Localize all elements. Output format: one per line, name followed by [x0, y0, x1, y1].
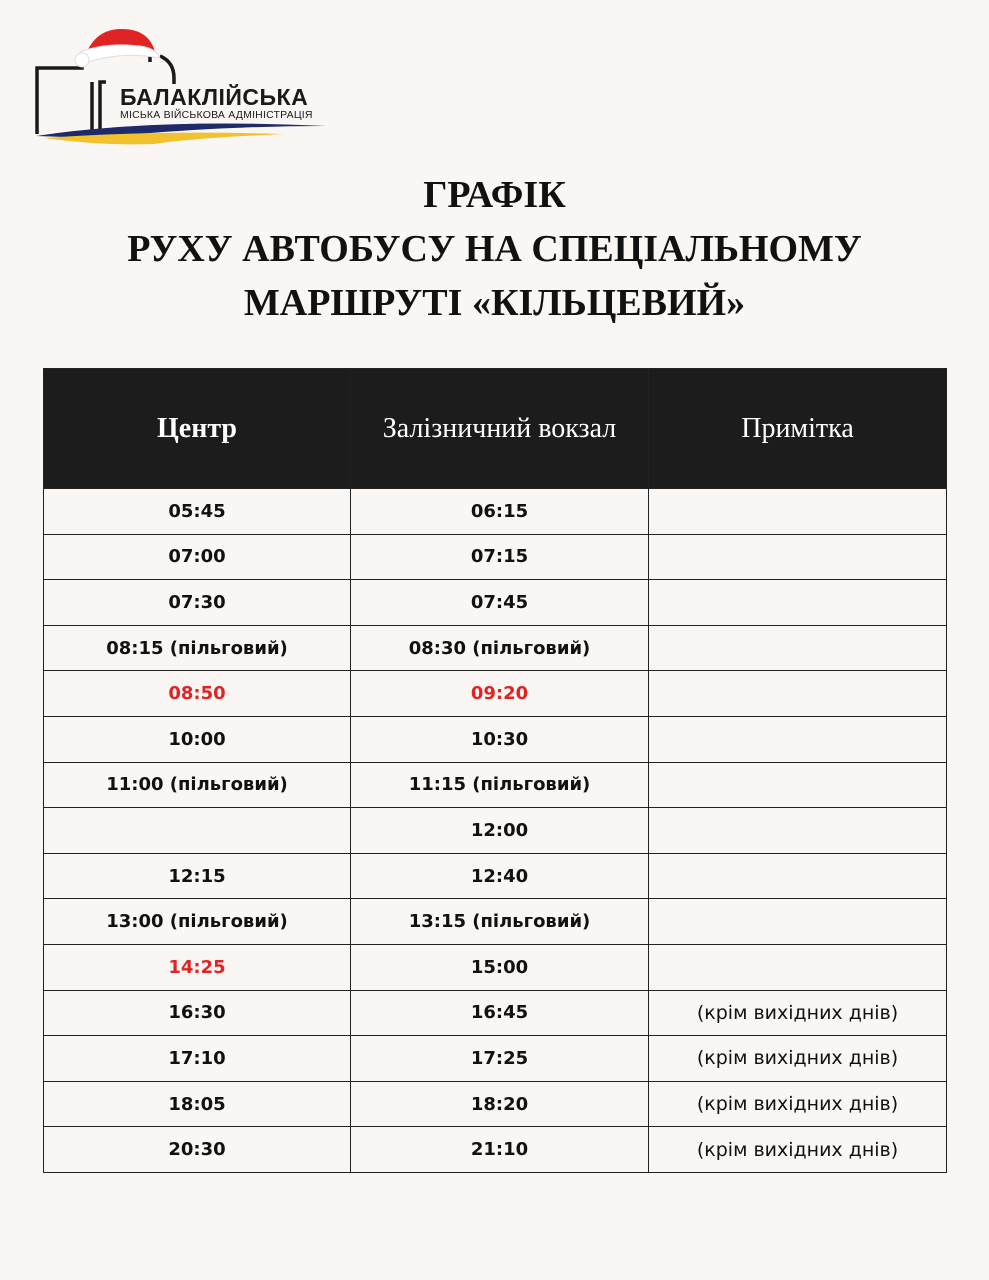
- cell-center: 16:30: [44, 990, 351, 1036]
- table-row: [44, 671, 947, 717]
- cell-station: 16:45: [351, 990, 649, 1036]
- logo: [34, 22, 334, 152]
- page-title: [0, 168, 989, 330]
- cell-note: [649, 671, 947, 717]
- cell-center-highlighted: 14:25: [44, 944, 351, 990]
- cell-note: (крім вихідних днів): [649, 1081, 947, 1127]
- cell-station: 13:15 (пільговий): [351, 899, 649, 945]
- cell-note: [649, 625, 947, 671]
- table-row: [44, 762, 947, 808]
- cell-note: (крім вихідних днів): [649, 990, 947, 1036]
- table-row: [44, 1081, 947, 1127]
- cell-center: 17:10: [44, 1036, 351, 1082]
- cell-station: 07:45: [351, 580, 649, 626]
- cell-note: [649, 853, 947, 899]
- table-row: [44, 534, 947, 580]
- cell-note: [649, 944, 947, 990]
- cell-note: (крім вихідних днів): [649, 1036, 947, 1082]
- cell-note: [649, 534, 947, 580]
- table-header-row: [44, 369, 947, 489]
- cell-center: 08:15 (пільговий): [44, 625, 351, 671]
- cell-station: 06:15: [351, 489, 649, 535]
- cell-note: [649, 580, 947, 626]
- table-row: [44, 1127, 947, 1173]
- table-row: [44, 580, 947, 626]
- table-row: [44, 990, 947, 1036]
- cell-center: 07:30: [44, 580, 351, 626]
- cell-note: [649, 716, 947, 762]
- header-note: Примітка: [649, 369, 947, 489]
- cell-note: (крім вихідних днів): [649, 1127, 947, 1173]
- cell-station: 07:15: [351, 534, 649, 580]
- table-row: [44, 716, 947, 762]
- cell-station: 12:00: [351, 808, 649, 854]
- cell-station: 12:40: [351, 853, 649, 899]
- cell-center: [44, 808, 351, 854]
- cell-center: 13:00 (пільговий): [44, 899, 351, 945]
- cell-station: 21:10: [351, 1127, 649, 1173]
- cell-station: 17:25: [351, 1036, 649, 1082]
- table-row: [44, 853, 947, 899]
- title-line-1: ГРАФІК: [423, 174, 566, 216]
- table-row: [44, 899, 947, 945]
- header-station: Залізничний вокзал: [351, 369, 649, 489]
- cell-note: [649, 899, 947, 945]
- cell-station: 08:30 (пільговий): [351, 625, 649, 671]
- title-line-2: РУХУ АВТОБУСУ НА СПЕЦІАЛЬНОМУ: [127, 228, 862, 270]
- cell-note: [649, 762, 947, 808]
- cell-note: [649, 808, 947, 854]
- table-row: [44, 489, 947, 535]
- cell-center: 20:30: [44, 1127, 351, 1173]
- cell-station: 15:00: [351, 944, 649, 990]
- cell-center: 18:05: [44, 1081, 351, 1127]
- table-row: [44, 944, 947, 990]
- table-row: [44, 1036, 947, 1082]
- table-row: [44, 625, 947, 671]
- header-center: Центр: [44, 369, 351, 489]
- title-line-3: МАРШРУТІ «КІЛЬЦЕВИЙ»: [243, 282, 746, 324]
- logo-subtitle: МІСЬКА ВІЙСЬКОВА АДМІНІСТРАЦІЯ: [120, 109, 313, 121]
- cell-center-highlighted: 08:50: [44, 671, 351, 717]
- cell-center: 12:15: [44, 853, 351, 899]
- cell-center: 10:00: [44, 716, 351, 762]
- cell-note: [649, 489, 947, 535]
- schedule-table: [43, 368, 947, 1173]
- logo-name: БАЛАКЛІЙСЬКА: [120, 84, 309, 110]
- cell-station: 10:30: [351, 716, 649, 762]
- cell-station-highlighted: 09:20: [351, 671, 649, 717]
- cell-center: 07:00: [44, 534, 351, 580]
- cell-station: 11:15 (пільговий): [351, 762, 649, 808]
- cell-station: 18:20: [351, 1081, 649, 1127]
- table-row: [44, 808, 947, 854]
- cell-center: 11:00 (пільговий): [44, 762, 351, 808]
- cell-center: 05:45: [44, 489, 351, 535]
